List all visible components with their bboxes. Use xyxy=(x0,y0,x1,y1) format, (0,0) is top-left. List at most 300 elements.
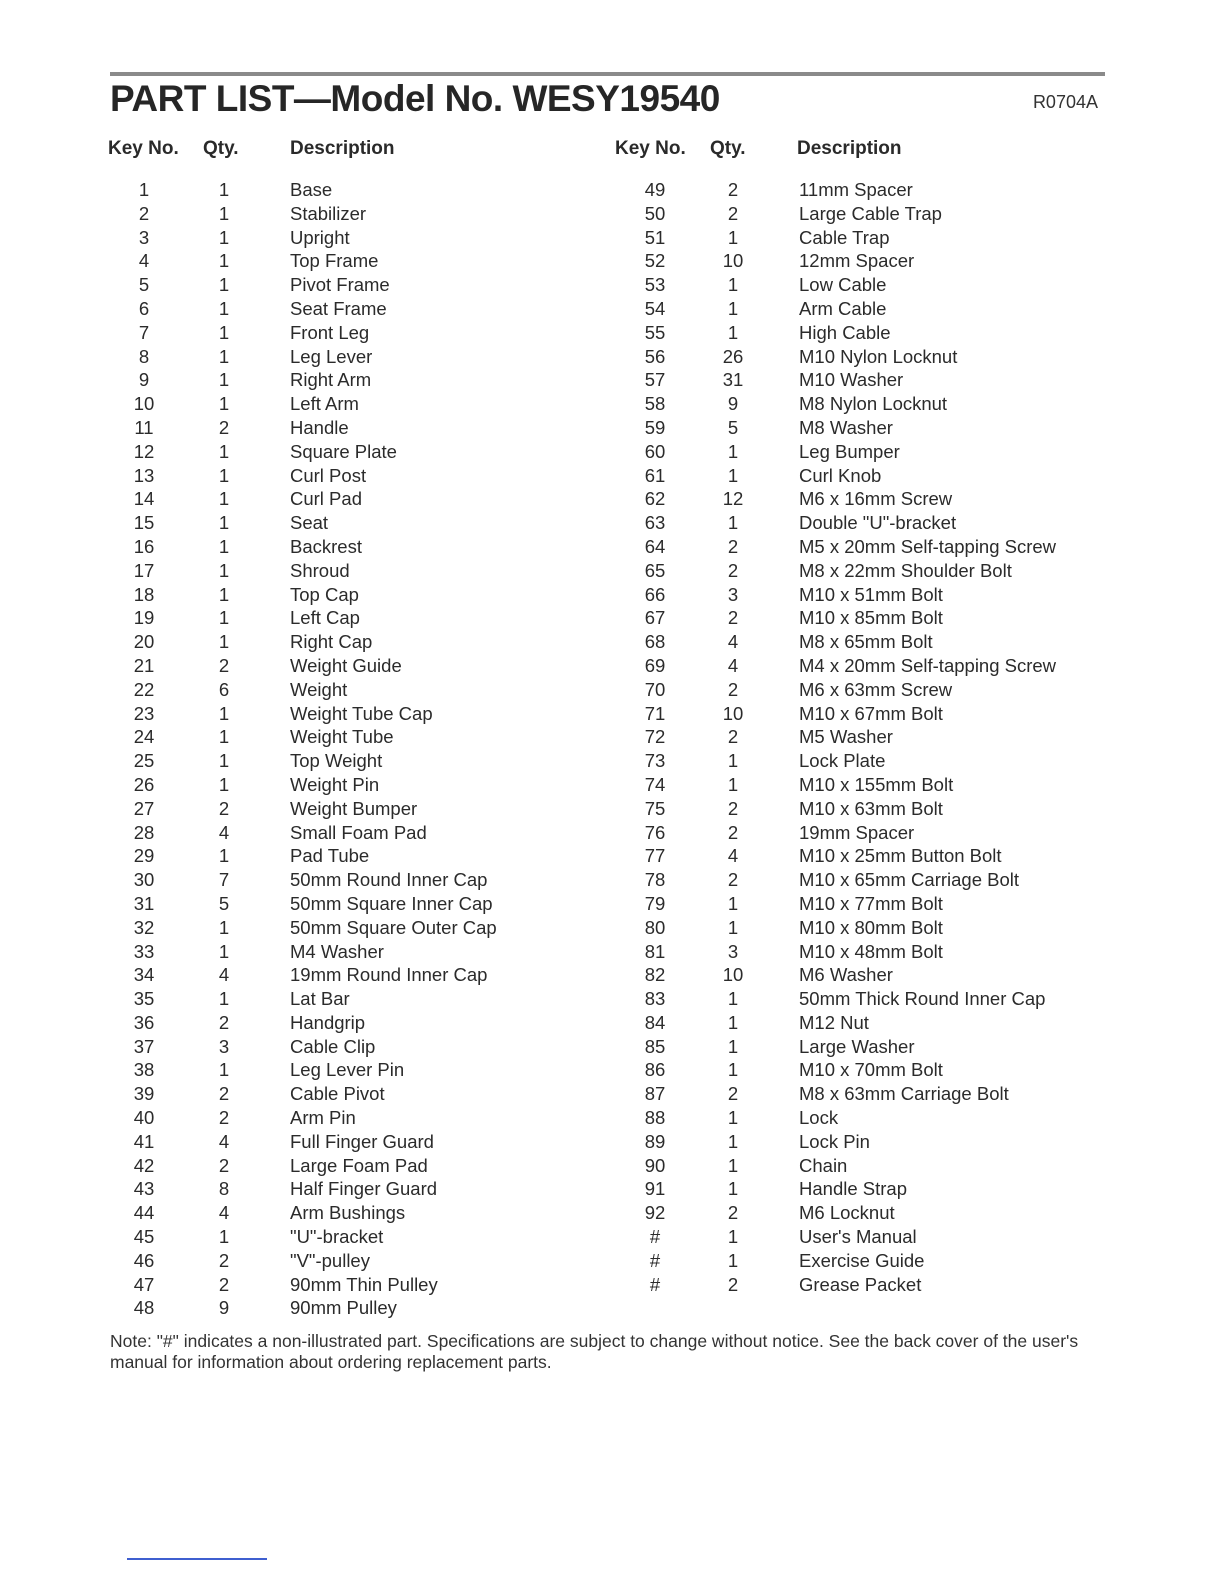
part-row xyxy=(615,987,1056,1011)
part-row xyxy=(615,844,1056,868)
part-quantity: 1 xyxy=(727,1154,739,1176)
part-key-number: 44 xyxy=(133,1202,155,1224)
part-row xyxy=(108,606,497,630)
part-row xyxy=(108,226,497,250)
part-quantity: 2 xyxy=(727,797,739,819)
part-quantity: 1 xyxy=(218,179,230,200)
part-quantity: 1 xyxy=(218,321,230,343)
part-row xyxy=(615,202,1056,226)
part-row xyxy=(108,749,497,773)
part-description: Left Cap xyxy=(290,607,360,629)
part-key-number: 10 xyxy=(133,393,155,415)
part-row xyxy=(615,1273,1056,1297)
part-key-number: 39 xyxy=(133,1083,155,1105)
part-row xyxy=(108,1058,497,1082)
part-description: Weight Guide xyxy=(290,654,402,676)
part-row xyxy=(108,416,497,440)
part-key-number: 53 xyxy=(644,274,666,296)
part-row xyxy=(108,678,497,702)
part-description: Pivot Frame xyxy=(290,274,390,296)
part-quantity: 2 xyxy=(727,678,739,700)
part-quantity: 4 xyxy=(218,1130,230,1152)
part-quantity: 1 xyxy=(218,297,230,319)
part-quantity: 10 xyxy=(722,964,744,986)
part-key-number: 91 xyxy=(644,1178,666,1200)
part-quantity: 2 xyxy=(727,202,739,224)
part-quantity: 6 xyxy=(218,678,230,700)
part-description: Top Frame xyxy=(290,250,379,272)
part-key-number: 37 xyxy=(133,1035,155,1057)
document-code: R0704A xyxy=(1032,92,1098,112)
part-key-number: 81 xyxy=(644,940,666,962)
column-headers xyxy=(615,136,1056,162)
part-quantity: 10 xyxy=(722,250,744,272)
part-row xyxy=(615,178,1056,202)
part-description: Large Washer xyxy=(799,1035,915,1057)
part-quantity: 1 xyxy=(727,1059,739,1081)
part-quantity: 1 xyxy=(218,488,230,510)
part-description: Curl Post xyxy=(290,464,367,486)
part-row xyxy=(108,511,497,535)
part-row xyxy=(615,654,1056,678)
part-quantity: 3 xyxy=(727,940,739,962)
part-description: M10 x 67mm Bolt xyxy=(799,702,943,724)
part-row xyxy=(615,868,1056,892)
part-quantity: 1 xyxy=(218,916,230,938)
part-quantity: 1 xyxy=(727,464,739,486)
part-quantity: 5 xyxy=(218,892,230,914)
part-row xyxy=(615,1225,1056,1249)
part-quantity: 1 xyxy=(218,369,230,391)
part-quantity: 1 xyxy=(727,892,739,914)
part-quantity: 2 xyxy=(218,797,230,819)
part-description: M10 x 85mm Bolt xyxy=(799,607,943,629)
part-row xyxy=(615,1106,1056,1130)
part-row xyxy=(615,392,1056,416)
part-description: Square Plate xyxy=(290,440,397,462)
part-key-number: 68 xyxy=(644,631,666,653)
part-quantity: 2 xyxy=(727,1083,739,1105)
header-rule xyxy=(110,72,1105,76)
part-description: M5 Washer xyxy=(799,726,893,748)
part-quantity: 31 xyxy=(722,369,744,391)
part-description: Base xyxy=(290,179,333,200)
part-quantity: 2 xyxy=(727,607,739,629)
part-row xyxy=(615,464,1056,488)
part-description: 50mm Square Outer Cap xyxy=(290,916,497,938)
part-description: Shroud xyxy=(290,559,350,581)
part-key-number: 90 xyxy=(644,1154,666,1176)
part-quantity: 1 xyxy=(218,226,230,248)
part-quantity: 4 xyxy=(727,654,739,676)
part-description: M8 x 65mm Bolt xyxy=(799,631,933,653)
part-quantity: 1 xyxy=(727,1178,739,1200)
part-key-number: 18 xyxy=(133,583,155,605)
part-row xyxy=(108,916,497,940)
part-key-number: 6 xyxy=(138,297,150,319)
part-description: Upright xyxy=(290,226,350,248)
part-quantity: 1 xyxy=(218,607,230,629)
part-key-number: 2 xyxy=(138,202,150,224)
part-quantity: 1 xyxy=(727,773,739,795)
part-description: Seat xyxy=(290,512,329,534)
part-key-number: 59 xyxy=(644,416,666,438)
part-row xyxy=(108,1201,497,1225)
part-quantity: 1 xyxy=(218,726,230,748)
part-quantity: 4 xyxy=(218,964,230,986)
part-row xyxy=(615,511,1056,535)
part-quantity: 9 xyxy=(727,393,739,415)
part-key-number: 67 xyxy=(644,607,666,629)
part-row xyxy=(108,1296,497,1320)
key-header: Key No. xyxy=(108,138,179,159)
part-key-number: 82 xyxy=(644,964,666,986)
part-row xyxy=(615,773,1056,797)
part-description: Front Leg xyxy=(290,321,370,343)
part-description: M10 x 51mm Bolt xyxy=(799,583,943,605)
part-quantity: 7 xyxy=(218,869,230,891)
part-quantity: 1 xyxy=(218,750,230,772)
part-description: Left Arm xyxy=(290,393,359,415)
part-row xyxy=(108,892,497,916)
part-row xyxy=(108,702,497,726)
part-description: M6 Locknut xyxy=(799,1202,895,1224)
part-description: M10 x 48mm Bolt xyxy=(799,940,943,962)
part-description: Large Cable Trap xyxy=(799,202,942,224)
part-key-number: 69 xyxy=(644,654,666,676)
parts-list-left xyxy=(108,178,497,1320)
part-description: Large Foam Pad xyxy=(290,1154,428,1176)
part-row xyxy=(615,1201,1056,1225)
part-quantity: 1 xyxy=(218,393,230,415)
qty-header: Qty. xyxy=(203,138,239,159)
part-row xyxy=(108,1273,497,1297)
part-row xyxy=(108,1011,497,1035)
part-description: Leg Lever xyxy=(290,345,373,367)
part-key-number: 38 xyxy=(133,1059,155,1081)
part-description: M10 Washer xyxy=(799,369,904,391)
part-description: 50mm Thick Round Inner Cap xyxy=(799,988,1046,1010)
part-quantity: 2 xyxy=(218,1249,230,1271)
part-row xyxy=(615,583,1056,607)
part-row xyxy=(108,392,497,416)
part-row xyxy=(615,916,1056,940)
part-quantity: 1 xyxy=(727,440,739,462)
part-key-number: 49 xyxy=(644,179,666,200)
part-key-number: 23 xyxy=(133,702,155,724)
part-row xyxy=(108,654,497,678)
part-row xyxy=(615,297,1056,321)
part-quantity: 1 xyxy=(727,321,739,343)
part-quantity: 9 xyxy=(218,1297,230,1319)
part-key-number: 70 xyxy=(644,678,666,700)
part-quantity: 1 xyxy=(727,1035,739,1057)
part-description: Lock xyxy=(799,1107,839,1129)
part-key-number: 20 xyxy=(133,631,155,653)
part-key-number: 75 xyxy=(644,797,666,819)
part-key-number: 66 xyxy=(644,583,666,605)
part-description: M10 x 63mm Bolt xyxy=(799,797,943,819)
part-key-number: 73 xyxy=(644,750,666,772)
part-description: Arm Cable xyxy=(799,297,887,319)
part-row xyxy=(615,321,1056,345)
part-quantity: 12 xyxy=(722,488,744,510)
part-description: 19mm Spacer xyxy=(799,821,915,843)
part-row xyxy=(108,963,497,987)
part-quantity: 2 xyxy=(727,726,739,748)
part-description: Right Cap xyxy=(290,631,373,653)
part-key-number: 29 xyxy=(133,845,155,867)
part-row xyxy=(615,487,1056,511)
part-row xyxy=(108,178,497,202)
part-description: Curl Knob xyxy=(799,464,882,486)
part-description: 50mm Round Inner Cap xyxy=(290,869,488,891)
part-quantity: 2 xyxy=(727,869,739,891)
part-description: Seat Frame xyxy=(290,297,387,319)
part-key-number: 11 xyxy=(134,416,154,438)
part-row xyxy=(108,273,497,297)
part-row xyxy=(108,773,497,797)
part-row xyxy=(108,559,497,583)
part-key-number: 43 xyxy=(133,1178,155,1200)
part-description: 19mm Round Inner Cap xyxy=(290,964,488,986)
part-key-number: 42 xyxy=(133,1154,155,1176)
part-key-number: 12 xyxy=(133,440,155,462)
footnote: Note: "#" indicates a non-illustrated part. Specifications are subject to change without notice. See the back cover of the user's manual for information about ordering replacement parts. xyxy=(110,1331,1079,1372)
part-key-number: 41 xyxy=(133,1130,155,1152)
part-quantity: 1 xyxy=(218,535,230,557)
part-key-number: 63 xyxy=(644,512,666,534)
part-key-number: 33 xyxy=(133,940,155,962)
part-row xyxy=(108,1035,497,1059)
part-key-number: 32 xyxy=(133,916,155,938)
part-quantity: 2 xyxy=(218,1083,230,1105)
part-row xyxy=(108,202,497,226)
part-description: Leg Bumper xyxy=(799,440,900,462)
part-description: Weight Pin xyxy=(290,773,380,795)
part-key-number: 15 xyxy=(133,512,155,534)
part-key-number: 65 xyxy=(644,559,666,581)
part-quantity: 2 xyxy=(218,416,230,438)
part-quantity: 2 xyxy=(218,654,230,676)
part-description: Small Foam Pad xyxy=(290,821,427,843)
part-quantity: 8 xyxy=(218,1178,230,1200)
part-quantity: 1 xyxy=(727,1107,739,1129)
part-quantity: 1 xyxy=(218,250,230,272)
part-quantity: 4 xyxy=(218,1202,230,1224)
part-key-number: 85 xyxy=(644,1035,666,1057)
part-key-number: 27 xyxy=(133,797,155,819)
part-description: "V"-pulley xyxy=(290,1249,370,1271)
part-quantity: 4 xyxy=(218,821,230,843)
part-key-number: 8 xyxy=(138,345,150,367)
part-key-number: 87 xyxy=(644,1083,666,1105)
part-description: Half Finger Guard xyxy=(290,1178,438,1200)
part-key-number: # xyxy=(649,1249,661,1271)
part-row xyxy=(108,535,497,559)
part-quantity: 1 xyxy=(218,559,230,581)
part-row xyxy=(615,606,1056,630)
part-description: Cable Trap xyxy=(799,226,890,248)
part-description: Full Finger Guard xyxy=(290,1130,434,1152)
part-key-number: 74 xyxy=(644,773,666,795)
parts-list-right xyxy=(615,178,1056,1296)
part-quantity: 1 xyxy=(727,226,739,248)
part-row xyxy=(615,1082,1056,1106)
part-key-number: 51 xyxy=(644,226,666,248)
part-description: M8 Nylon Locknut xyxy=(799,393,948,415)
part-key-number: 57 xyxy=(644,369,666,391)
part-row xyxy=(108,940,497,964)
part-row xyxy=(615,1011,1056,1035)
part-description: Stabilizer xyxy=(290,202,367,224)
part-quantity: 1 xyxy=(727,512,739,534)
part-description: M10 x 80mm Bolt xyxy=(799,916,943,938)
part-key-number: 56 xyxy=(644,345,666,367)
part-row xyxy=(615,535,1056,559)
part-row xyxy=(615,1154,1056,1178)
part-description: Right Arm xyxy=(290,369,372,391)
part-description: Weight Tube Cap xyxy=(290,702,433,724)
part-quantity: 1 xyxy=(218,583,230,605)
part-key-number: 9 xyxy=(138,369,150,391)
part-key-number: 89 xyxy=(644,1130,666,1152)
part-description: Leg Lever Pin xyxy=(290,1059,405,1081)
part-description: M6 Washer xyxy=(799,964,893,986)
part-description: M8 Washer xyxy=(799,416,893,438)
part-description: 11mm Spacer xyxy=(799,179,913,200)
part-key-number: 55 xyxy=(644,321,666,343)
part-quantity: 2 xyxy=(727,1273,739,1295)
part-row xyxy=(108,797,497,821)
part-row xyxy=(108,1177,497,1201)
part-description: M8 x 22mm Shoulder Bolt xyxy=(799,559,1012,581)
part-row xyxy=(108,1225,497,1249)
key-header: Key No. xyxy=(615,138,686,159)
part-key-number: 35 xyxy=(133,988,155,1010)
part-key-number: 22 xyxy=(133,678,155,700)
part-key-number: 4 xyxy=(138,250,150,272)
part-row xyxy=(615,725,1056,749)
part-quantity: 26 xyxy=(722,345,744,367)
part-row xyxy=(108,249,497,273)
part-row xyxy=(108,1154,497,1178)
part-quantity: 1 xyxy=(218,512,230,534)
part-key-number: 13 xyxy=(133,464,155,486)
footer-rule xyxy=(127,1558,267,1560)
part-row xyxy=(108,868,497,892)
part-quantity: 4 xyxy=(727,845,739,867)
part-description: User's Manual xyxy=(799,1226,917,1248)
part-quantity: 5 xyxy=(727,416,739,438)
part-row xyxy=(108,725,497,749)
part-key-number: 62 xyxy=(644,488,666,510)
part-description: Arm Bushings xyxy=(290,1202,406,1224)
part-quantity: 2 xyxy=(727,179,739,200)
part-row xyxy=(108,1249,497,1273)
part-quantity: 1 xyxy=(727,1249,739,1271)
part-key-number: 46 xyxy=(133,1249,155,1271)
part-quantity: 1 xyxy=(218,345,230,367)
part-description: 90mm Thin Pulley xyxy=(290,1273,438,1295)
part-quantity: 1 xyxy=(727,274,739,296)
column-headers xyxy=(108,136,497,162)
part-description: Weight Bumper xyxy=(290,797,418,819)
part-key-number: 48 xyxy=(133,1297,155,1319)
part-row xyxy=(108,345,497,369)
part-key-number: 86 xyxy=(644,1059,666,1081)
part-row xyxy=(615,226,1056,250)
part-row xyxy=(108,464,497,488)
part-key-number: 3 xyxy=(138,226,150,248)
part-description: Handle xyxy=(290,416,349,438)
part-description: Double "U"-bracket xyxy=(799,512,957,534)
part-quantity: 1 xyxy=(727,750,739,772)
part-row xyxy=(108,368,497,392)
part-row xyxy=(615,749,1056,773)
part-key-number: 26 xyxy=(133,773,155,795)
part-key-number: 71 xyxy=(644,702,666,724)
part-description: Chain xyxy=(799,1154,848,1176)
part-key-number: 64 xyxy=(644,535,666,557)
part-key-number: 14 xyxy=(133,488,155,510)
part-description: M5 x 20mm Self-tapping Screw xyxy=(799,535,1057,557)
part-description: M4 x 20mm Self-tapping Screw xyxy=(799,654,1057,676)
part-description: M8 x 63mm Carriage Bolt xyxy=(799,1083,1009,1105)
part-key-number: 28 xyxy=(133,821,155,843)
part-quantity: 2 xyxy=(218,1273,230,1295)
part-description: Pad Tube xyxy=(290,845,370,867)
part-description: M6 x 63mm Screw xyxy=(799,678,953,700)
part-description: M10 x 70mm Bolt xyxy=(799,1059,943,1081)
part-row xyxy=(108,821,497,845)
part-quantity: 1 xyxy=(727,297,739,319)
part-description: M4 Washer xyxy=(290,940,384,962)
part-row xyxy=(615,630,1056,654)
part-row xyxy=(615,1058,1056,1082)
part-quantity: 1 xyxy=(218,440,230,462)
qty-header: Qty. xyxy=(710,138,746,159)
part-key-number: 17 xyxy=(133,559,155,581)
part-quantity: 2 xyxy=(727,821,739,843)
part-row xyxy=(615,368,1056,392)
page-title: PART LIST—Model No. WESY19540 xyxy=(110,78,720,119)
part-row xyxy=(615,940,1056,964)
part-quantity: 1 xyxy=(218,464,230,486)
part-row xyxy=(108,297,497,321)
description-header: Description xyxy=(797,138,902,159)
part-key-number: 78 xyxy=(644,869,666,891)
part-key-number: 79 xyxy=(644,892,666,914)
part-row xyxy=(615,797,1056,821)
part-key-number: 92 xyxy=(644,1202,666,1224)
parts-column-right xyxy=(615,136,1056,1296)
part-quantity: 1 xyxy=(218,1059,230,1081)
part-key-number: 50 xyxy=(644,202,666,224)
part-key-number: 80 xyxy=(644,916,666,938)
part-key-number: 21 xyxy=(133,654,155,676)
parts-column-left xyxy=(108,136,497,1320)
part-row xyxy=(615,1177,1056,1201)
part-description: Lock Pin xyxy=(799,1130,870,1152)
part-description: M10 x 65mm Carriage Bolt xyxy=(799,869,1020,891)
part-key-number: 47 xyxy=(133,1273,155,1295)
part-quantity: 4 xyxy=(727,631,739,653)
part-key-number: 54 xyxy=(644,297,666,319)
part-description: M10 x 77mm Bolt xyxy=(799,892,943,914)
part-key-number: 30 xyxy=(133,869,155,891)
part-key-number: 7 xyxy=(138,321,150,343)
